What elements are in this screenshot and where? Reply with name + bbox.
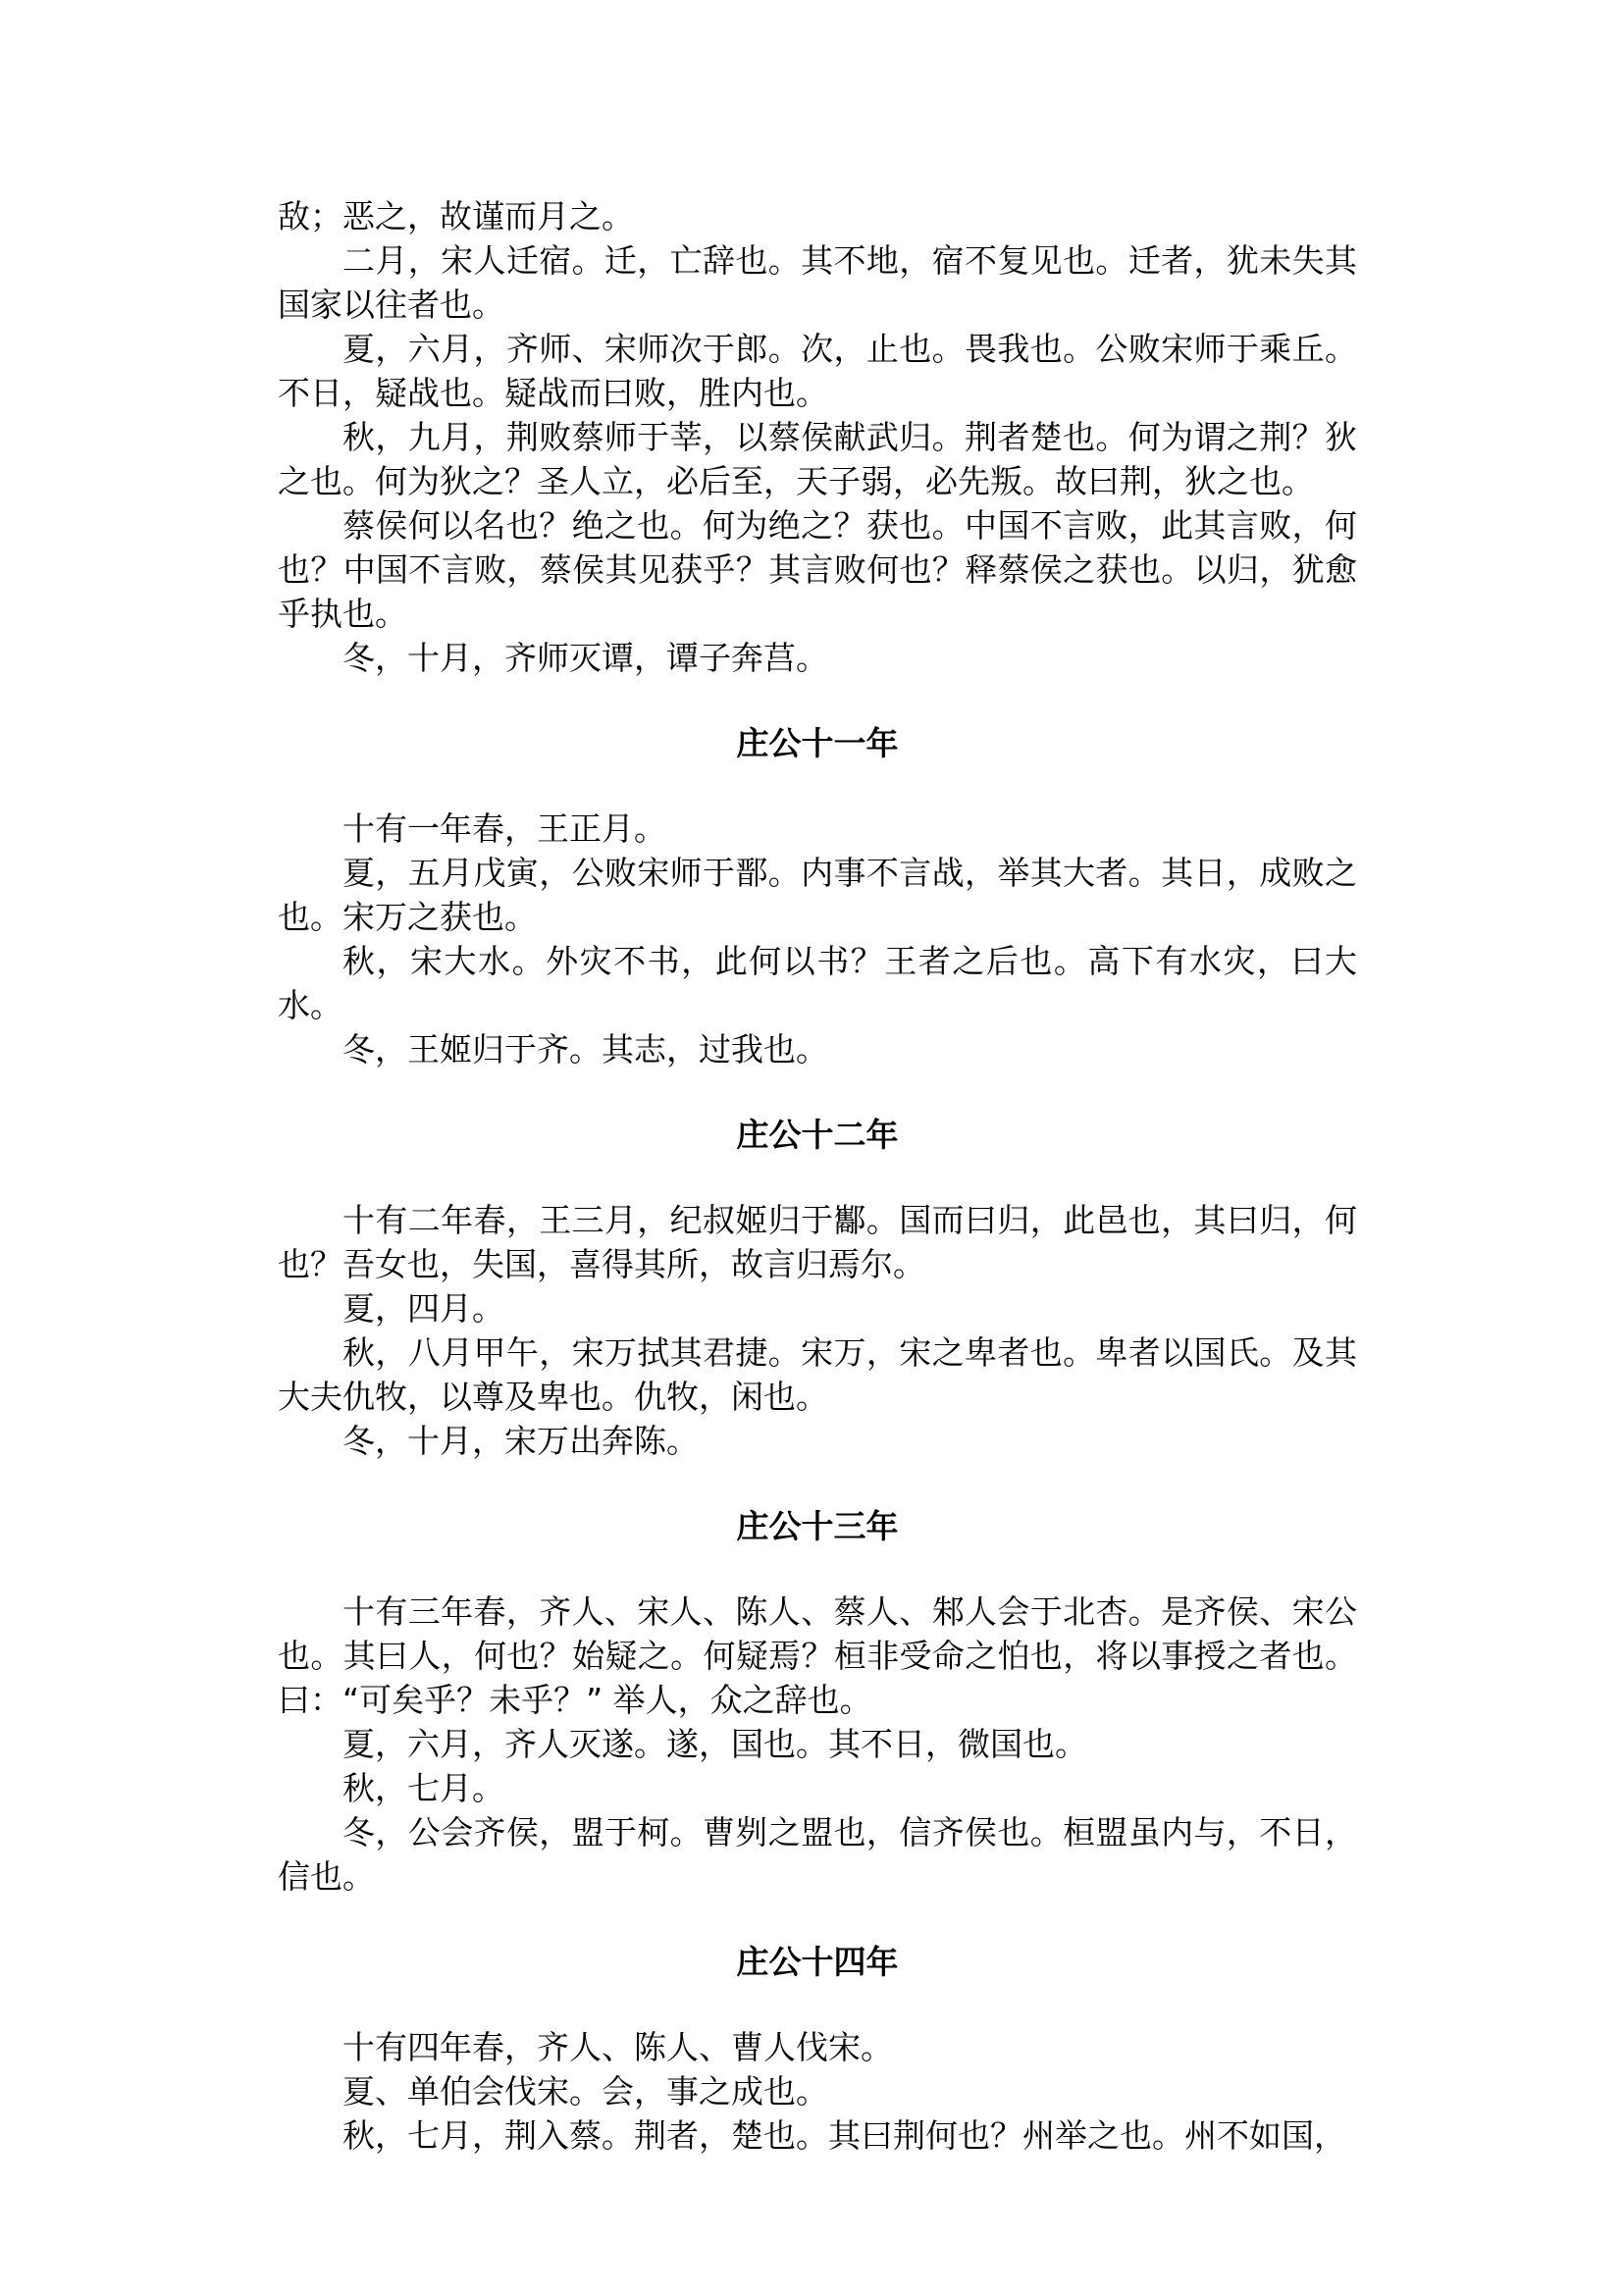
paragraph: 夏，五月戊寅，公败宋师于鄑。内事不言战，举其大者。其日，成败之也。宋万之获也。 <box>278 854 1357 936</box>
paragraph: 夏，六月，齐师、宋师次于郎。次，止也。畏我也。公败宋师于乘丘。不日，疑战也。疑战而曰败，胜内也。 <box>278 330 1357 412</box>
paragraph: 十有四年春，齐人、陈人、曹人伐宋。 <box>342 2028 893 2066</box>
paragraph: 秋，七月。 <box>342 1769 504 1807</box>
paragraph: 夏、单伯会伐宋。会，事之成也。 <box>342 2072 828 2111</box>
paragraph: 冬，王姬归于齐。其志，过我也。 <box>342 1030 828 1069</box>
document-page <box>278 194 1357 2158</box>
section-heading: 庄公十二年 <box>736 1116 899 1154</box>
section-heading: 庄公十四年 <box>736 1943 899 1981</box>
paragraph: 冬，公会齐侯，盟于柯。曹刿之盟也，信齐侯也。桓盟虽内与，不日，信也。 <box>278 1813 1357 1896</box>
paragraph: 秋，九月，荆败蔡师于莘，以蔡侯献武归。荆者楚也。何为谓之荆？狄之也。何为狄之？圣人立，必后至，天子弱，必先叛。故曰荆，狄之也。 <box>278 418 1357 500</box>
paragraph: 夏，六月，齐人灭遂。遂，国也。其不日，微国也。 <box>342 1725 1087 1763</box>
paragraph: 秋，宋大水。外灾不书，此何以书？王者之后也。高下有水灾，曰大水。 <box>278 942 1357 1024</box>
paragraph: 十有一年春，王正月。 <box>342 809 666 848</box>
paragraph: 夏，四月。 <box>342 1289 504 1328</box>
section-heading: 庄公十三年 <box>736 1507 899 1545</box>
paragraph: 冬，十月，宋万出奔陈。 <box>342 1422 699 1460</box>
paragraph: 秋，八月甲午，宋万拭其君捷。宋万，宋之卑者也。卑者以国氏。及其大夫仇牧，以尊及卑也。仇牧，闲也。 <box>278 1333 1357 1416</box>
section-heading: 庄公十一年 <box>736 724 899 762</box>
paragraph: 十有三年春，齐人、宋人、陈人、蔡人、邾人会于北杏。是齐侯、宋公也。其曰人，何也？始疑之。何疑焉？桓非受命之怕也，将以事授之者也。曰：“可矣乎？未乎？” 举人，众之辞也。 <box>278 1592 1357 1719</box>
paragraph: 二月，宋人迁宿。迁，亡辞也。其不地，宿不复见也。迁者，犹未失其国家以往者也。 <box>278 241 1357 324</box>
paragraph: 冬，十月，齐师灭谭，谭子奔莒。 <box>342 639 828 677</box>
paragraph: 秋，七月，荆入蔡。荆者，楚也。其曰荆何也？州举之也。州不如国， <box>342 2116 1346 2155</box>
paragraph: 蔡侯何以名也？绝之也。何为绝之？获也。中国不言败，此其言败，何也？中国不言败，蔡侯其见获乎？其言败何也？释蔡侯之获也。以归，犹愈乎执也。 <box>278 506 1357 633</box>
paragraph: 敌；恶之，故谨而月之。 <box>278 197 634 235</box>
paragraph: 十有二年春，王三月，纪叔姬归于酅。国而曰归，此邑也，其曰归，何也？吾女也，失国，喜得其所，故言归焉尔。 <box>278 1201 1357 1283</box>
